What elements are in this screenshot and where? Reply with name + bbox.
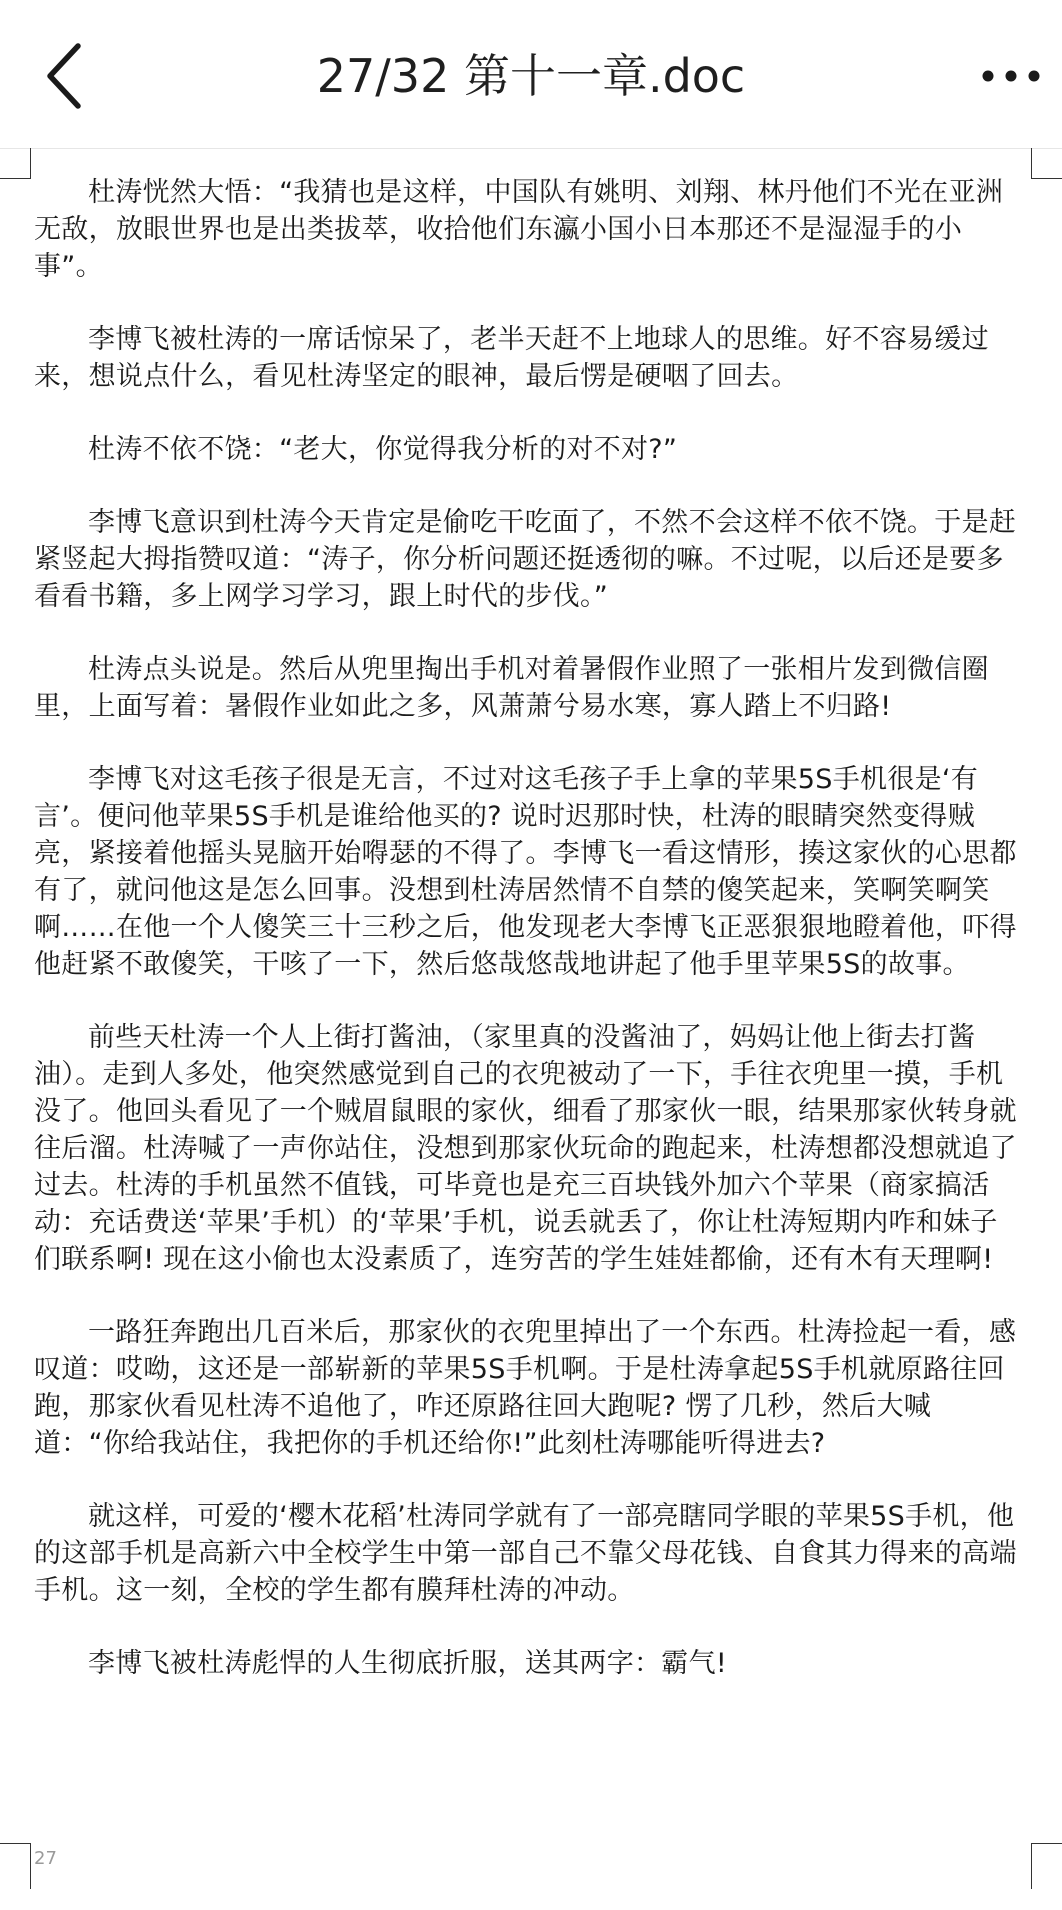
- paragraph: 一路狂奔跑出几百米后，那家伙的衣兜里掉出了一个东西。杜涛捡起一看，感叹道：哎呦，这还是一部崭新的苹果5S手机啊。于是杜涛拿起5S手机就原路往回跑，那家伙看见杜涛不追他了，咋还原路往回大跑呢? 愣了几秒，然后大喊道：“你给我站住，我把你的手机还给你!”此刻杜涛哪能听得进去?: [34, 1317, 1017, 1459]
- chevron-left-icon: [38, 40, 98, 112]
- paragraph: 就这样，可爱的‘樱木花稻’杜涛同学就有了一部亮瞎同学眼的苹果5S手机，他的这部手机是高新六中全校学生中第一部自己不靠父母花钱、自食其力得来的高端手机。这一刻，全校的学生都有膜拜杜涛的冲动。: [34, 1501, 1017, 1606]
- paragraph: 李博飞被杜涛的一席话惊呆了，老半天赶不上地球人的思维。好不容易缓过来，想说点什么，看见杜涛坚定的眼神，最后愣是硬咽了回去。: [34, 324, 989, 392]
- page-corner-mark: [0, 1843, 31, 1889]
- paragraph: 前些天杜涛一个人上街打酱油，（家里真的没酱油了，妈妈让他上街去打酱油）。走到人多处，他突然感觉到自己的衣兜被动了一下，手往衣兜里一摸，手机没了。他回头看见了一个贼眉鼠眼的家伙，细看了那家伙一眼，结果那家伙转身就往后溜。杜涛喊了一声你站住，没想到那家伙玩命的跑起来，杜涛想都没想就追了过去。杜涛的手机虽然不值钱，可毕竟也是充三百块钱外加六个苹果（商家搞活动：充话费送‘苹果’手机）的‘苹果’手机，说丢就丢了，你让杜涛短期内咋和妹子们联系啊! 现在这小偷也太没素质了，连穷苦的学生娃娃都偷，还有木有天理啊!: [34, 1022, 1017, 1275]
- page-corner-mark: [1031, 1843, 1062, 1889]
- paragraph: 李博飞对这毛孩子很是无言，不过对这毛孩子手上拿的苹果5S手机很是‘有言’。便问他苹果5S手机是谁给他买的? 说时迟那时快，杜涛的眼睛突然变得贼亮，紧接着他摇头晃脑开始嘚瑟的不得了。李博飞一看这情形，揍这家伙的心思都有了，就问他这是怎么回事。没想到杜涛居然情不自禁的傻笑起来，笑啊笑啊笑啊……在他一个人傻笑三十三秒之后，他发现老大李博飞正恶狠狠地瞪着他，吓得他赶紧不敢傻笑，干咳了一下，然后悠哉悠哉地讲起了他手里苹果5S的故事。: [34, 764, 1017, 980]
- page-corner-mark: [1031, 148, 1062, 179]
- document-body: [34, 174, 1024, 1718]
- paragraph: 杜涛点头说是。然后从兜里掏出手机对着暑假作业照了一张相片发到微信圈里，上面写着：暑假作业如此之多，风萧萧兮易水寒，寡人踏上不归路!: [34, 654, 989, 722]
- page-number: 27: [34, 1848, 57, 1869]
- more-options-button[interactable]: [978, 56, 1044, 96]
- document-page[interactable]: [0, 148, 1062, 1910]
- top-bar: [0, 0, 1062, 149]
- back-button[interactable]: [38, 40, 98, 112]
- paragraph: 杜涛恍然大悟：“我猜也是这样，中国队有姚明、刘翔、林丹他们不光在亚洲无敌，放眼世界也是出类拔萃，收拾他们东瀛小国小日本那还不是湿湿手的小事”。: [34, 177, 1004, 282]
- document-title: 27/32 第十一章.doc: [316, 49, 746, 103]
- paragraph: 李博飞意识到杜涛今天肯定是偷吃干吃面了，不然不会这样不依不饶。于是赶紧竖起大拇指赞叹道：“涛子，你分析问题还挺透彻的嘛。不过呢，以后还是要多看看书籍，多上网学习学习，跟上时代的步伐。”: [34, 507, 1017, 612]
- paragraph: 李博飞被杜涛彪悍的人生彻底折服，送其两字：霸气!: [88, 1648, 728, 1679]
- page-corner-mark: [0, 148, 31, 179]
- more-horizontal-icon: [978, 56, 1044, 96]
- paragraph: 杜涛不依不饶：“老大，你觉得我分析的对不对?”: [88, 434, 678, 465]
